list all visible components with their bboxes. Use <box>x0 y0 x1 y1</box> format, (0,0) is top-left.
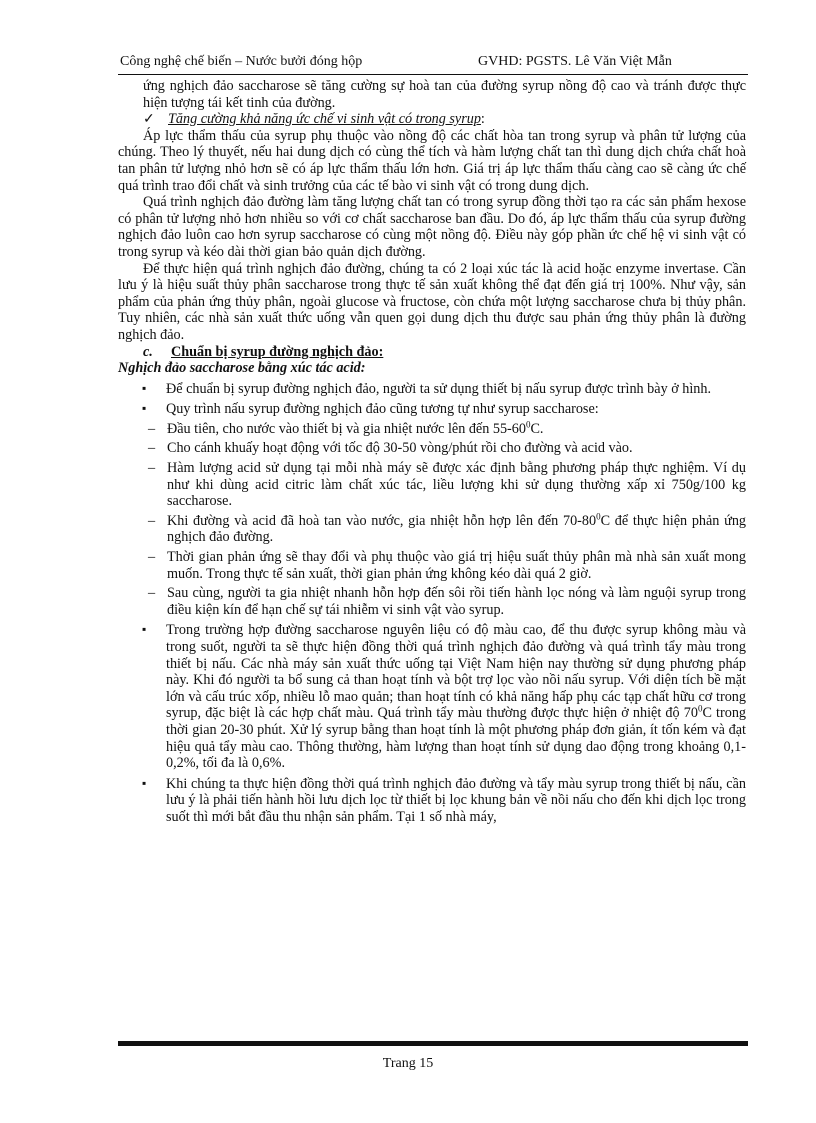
paragraph-osmotic-pressure: Áp lực thẩm thấu của syrup phụ thuộc vào nồng độ các chất hòa tan trong syrup và phân tử lượng của chúng. Theo lý thuyết, nếu hai dung dịch có cùng thể tích và hàm lượng chất tan thì dung dịch chứa chất hoà tan phân tử lượng nhỏ hơn sẽ có áp lực thẩm thấu lớn hơn. Giá trị áp lực thẩm thấu càng cao sẽ càng ức chế quá trình trao đổi chất và sinh trưởng của các tế bào vi sinh vật có trong dung dịch. <box>118 127 746 194</box>
sub-list-item-text: Sau cùng, người ta gia nhiệt nhanh hỗn hợp đến sôi rồi tiến hành lọc nóng và làm nguội syrup trong điều kiện kín để hạn chế sự tái nhiễm vi sinh vật vào syrup. <box>167 585 746 618</box>
sub-list-item-text: Khi đường và acid đã hoà tan vào nước, gia nhiệt hỗn hợp lên đến 70-80 <box>167 512 597 529</box>
bullet-square-icon: ▪ <box>142 622 147 637</box>
bullet-square-icon: ▪ <box>142 380 147 395</box>
dash-icon: – <box>148 440 156 457</box>
section-letter: c. <box>143 343 153 360</box>
list-item <box>118 622 746 771</box>
list-item-text: Trong trường hợp đường saccharose nguyên liệu có độ màu cao, để thu được syrup không màu và trong suốt, người ta sẽ thực hiện đồng thời quá trình nghịch đảo đường và quá trình tẩy màu trong thiết bị nấu. Các nhà máy sản xuất thức uống tại Việt Nam hiện nay thường sử dụng phương pháp này. Khi đó người ta bổ sung cả than hoạt tính và bột trợ lọc vào nồi nấu syrup. Với diện tích bề mặt lớn và cấu trúc xốp, nhiều lỗ mao quản; than hoạt tính có khả năng hấp phụ các tạp chất hữu cơ trong syrup, đặc biệt là các hợp chất màu. Quá trình tẩy màu thường được thực hiện ở nhiệt độ 70 <box>166 622 746 722</box>
sub-list-item <box>118 585 746 618</box>
document-body <box>118 78 746 826</box>
dash-icon: – <box>148 420 156 437</box>
section-heading-text: Chuẩn bị syrup đường nghịch đảo: <box>171 343 384 360</box>
list-item <box>118 381 746 398</box>
list-item <box>118 401 746 418</box>
section-heading-c <box>118 344 746 361</box>
paragraph-intro: ứng nghịch đảo saccharose sẽ tăng cường sự hoà tan của đường syrup nồng độ cao và tránh được thực hiện tượng tái kết tinh của đường. <box>143 78 746 111</box>
list-item-text: Khi chúng ta thực hiện đồng thời quá trình nghịch đảo đường và tẩy màu syrup trong thiết bị nấu, cần lưu ý là phải tiến hành hồi lưu dịch lọc từ thiết bị lọc khung bản về nồi nấu cho đến khi dịch lọc trong suốt thì mới bắt đầu thu nhận sản phẩm. Tại 1 số nhà máy, <box>166 775 746 825</box>
sub-list-item-text: Cho cánh khuấy hoạt động với tốc độ 30-50 vòng/phút rồi cho đường và acid vào. <box>167 440 633 457</box>
check-icon: ✓ <box>143 111 155 128</box>
sub-list-item <box>118 549 746 582</box>
header-course-title: Công nghệ chế biến – Nước bưởi đóng hộp <box>120 54 363 69</box>
sub-list-item <box>118 440 746 457</box>
list-item <box>118 776 746 826</box>
list-item-text: Quy trình nấu syrup đường nghịch đảo cũng tương tự như syrup saccharose: <box>166 401 599 418</box>
degree-superscript: 0 <box>525 419 531 430</box>
header-instructor: GVHD: PGSTS. Lê Văn Việt Mẫn <box>478 54 672 69</box>
dash-icon: – <box>148 585 156 602</box>
dash-icon: – <box>148 512 156 529</box>
dash-icon: – <box>148 549 156 566</box>
sub-list-item <box>118 460 746 510</box>
page-header <box>118 52 748 76</box>
page-number: Trang 15 <box>382 1056 434 1071</box>
check-heading <box>118 111 746 128</box>
list-item-text: Để chuẩn bị syrup đường nghịch đảo, người ta sử dụng thiết bị nấu syrup được trình bày ở hình. <box>166 380 712 397</box>
subheading-acid-inversion: Nghịch đảo saccharose bằng xúc tác acid: <box>118 360 366 377</box>
check-heading-colon: : <box>480 111 485 128</box>
sub-list-item-text-end: C. <box>530 420 544 437</box>
footer-rule <box>118 1041 748 1046</box>
sub-list-item <box>118 421 746 438</box>
sub-list-item-text: Thời gian phản ứng sẽ thay đổi và phụ thuộc vào giá trị hiệu suất thủy phân mà nhà sản xuất mong muốn. Trong thực tế sản xuất, thời gian phản ứng không kéo dài quá 2 giờ. <box>167 549 746 582</box>
sub-list-item <box>118 513 746 546</box>
degree-superscript: 0 <box>697 703 703 714</box>
check-heading-text: Tăng cường khả năng ức chế vi sinh vật có trong syrup <box>168 111 481 128</box>
paragraph-catalysts: Để thực hiện quá trình nghịch đảo đường, chúng ta có 2 loại xúc tác là acid hoặc enzyme invertase. Cần lưu ý là hiệu suất thủy phân saccharose trong thực tế sản xuất không thể đạt đến giá trị 100%. Như vậy, sản phẩm của phản ứng thủy phân, ngoài glucose và fructose, còn chứa một lượng saccharose chưa bị thủy phân. Tuy nhiên, các nhà sản xuất thức uống vẫn quen gọi dung dịch thu được sau phản ứng thủy phân là đường nghịch đảo. <box>118 260 746 343</box>
sub-list-item-text: Hàm lượng acid sử dụng tại mỗi nhà máy sẽ được xác định bằng phương pháp thực nghiệm. Ví dụ như khi dùng acid citric làm chất xúc tác, liều lượng khi sử dụng thường xấp xỉ 750g/100 kg saccharose. <box>167 460 746 510</box>
sub-list-item-text-end: C để thực hiện phản ứng nghịch đảo đường. <box>167 512 747 546</box>
bullet-square-icon: ▪ <box>142 775 147 790</box>
bullet-square-icon: ▪ <box>142 401 147 416</box>
header-rule <box>118 74 748 75</box>
degree-superscript: 0 <box>596 511 601 522</box>
sub-list-item-text: Đầu tiên, cho nước vào thiết bị và gia nhiệt nước lên đến 55-60 <box>167 420 526 437</box>
list-item-text-end: C trong thời gian 20-30 phút. Xử lý syrup bằng than hoạt tính là một phương pháp đơn giản, ít tốn kém và đạt hiệu quả tẩy màu cao. Thông thường, hàm lượng than hoạt tính sử dụng dao động trong khoảng 0,1-0,2%, tối đa là 0,6%. <box>166 705 747 772</box>
paragraph-inversion-effect: Quá trình nghịch đảo đường làm tăng lượng chất tan có trong syrup đồng thời tạo ra các sản phẩm hexose có phân tử lượng nhỏ hơn nhiều so với cơ chất saccharose ban đầu. Do đó, áp lực thẩm thấu của syrup đường nghịch đảo luôn cao hơn syrup saccharose có cùng một nồng độ. Điều này góp phần ức chế hệ vi sinh vật có trong syrup và kéo dài thời gian bảo quản dịch đường. <box>118 194 746 260</box>
dash-icon: – <box>148 460 156 477</box>
